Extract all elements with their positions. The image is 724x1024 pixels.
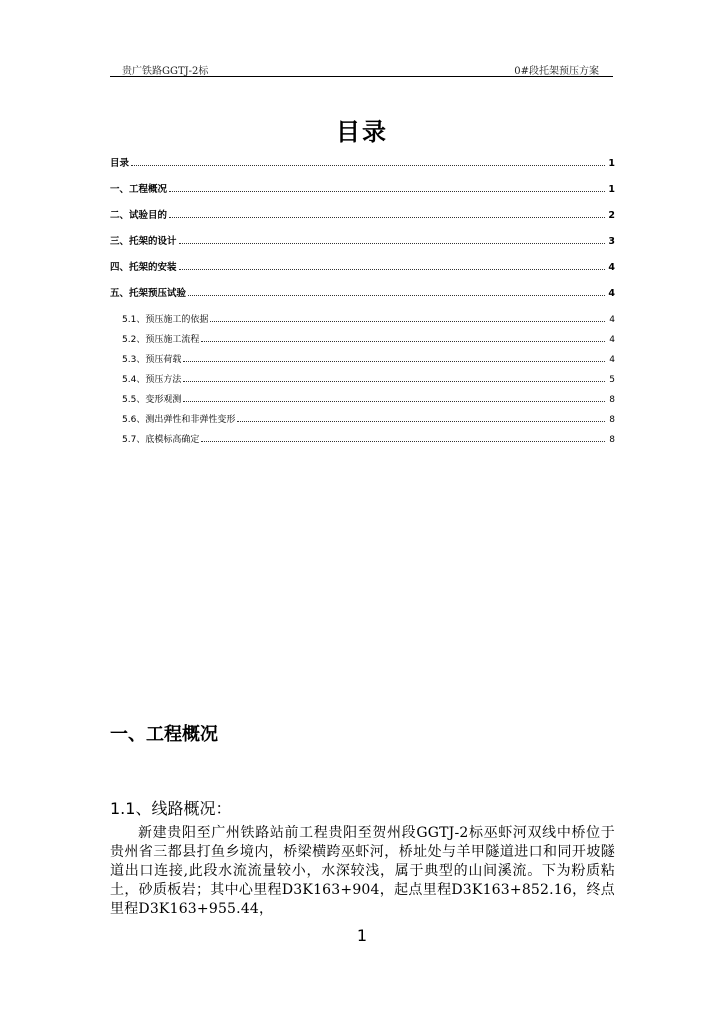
toc-entry-page: 8 [609, 415, 615, 425]
toc-entry-label: 五、托架预压试验 [110, 288, 187, 299]
page-header [110, 60, 613, 77]
toc-leader-dots [179, 234, 605, 244]
toc-sub-entry[interactable] [110, 412, 615, 432]
toc-entry-label: 5.5、变形观测 [122, 395, 182, 405]
toc-entry-page: 2 [608, 210, 615, 221]
toc-main-entry[interactable] [110, 260, 615, 286]
toc-entry-label: 5.1、预压施工的依据 [122, 315, 209, 325]
toc-leader-dots [201, 332, 605, 342]
toc-sub-entry[interactable] [110, 312, 615, 332]
toc-entry-label: 5.4、预压方法 [122, 375, 182, 385]
toc-main-entry[interactable] [110, 208, 615, 234]
toc-leader-dots [210, 312, 605, 322]
header-right-text: 0#段托架预压方案 [514, 66, 599, 77]
body-paragraph: 新建贵阳至广州铁路站前工程贵阳至贺州段GGTJ-2标巫虾河双线中桥位于贵州省三都县打鱼乡境内，桥梁横跨巫虾河，桥址处与羊甲隧道进口和同开坡隧道出口连接,此段水流流量较小，水深较浅，属于典型的山间溪流。下为粉质粘土，砂质板岩；其中心里程D3K163+904，起点里程D3K163+852.16，终点里程D3K163+955.44， [110, 825, 615, 917]
toc-leader-dots [188, 286, 605, 296]
toc-leader-dots [169, 182, 605, 192]
toc-entry-page: 1 [608, 158, 615, 169]
toc-entry-page: 4 [609, 335, 615, 345]
toc-entry-label: 三、托架的设计 [110, 236, 177, 247]
toc-entry-page: 8 [609, 435, 615, 445]
toc-leader-dots [179, 260, 605, 270]
toc-sub-entry[interactable] [110, 392, 615, 412]
toc-sub-entry[interactable] [110, 352, 615, 372]
toc-leader-dots [201, 432, 605, 442]
toc-entry-page: 8 [609, 395, 615, 405]
toc-entry-page: 4 [609, 315, 615, 325]
toc-entry-label: 四、托架的安装 [110, 262, 177, 273]
toc-title: 目录 [336, 118, 388, 146]
toc-leader-dots [183, 372, 605, 382]
toc-sub-entry[interactable] [110, 332, 615, 352]
toc-main-entry[interactable] [110, 182, 615, 208]
toc-entry-page: 3 [608, 236, 615, 247]
toc-sub-entries [110, 312, 615, 452]
toc-entry-page: 4 [608, 262, 615, 273]
toc-main-entry[interactable] [110, 156, 615, 182]
toc-leader-dots [183, 392, 605, 402]
toc-leader-dots [183, 352, 605, 362]
toc-sub-entry[interactable] [110, 432, 615, 452]
header-left-text: 贵广铁路GGTJ-2标 [122, 66, 209, 77]
section-heading: 一、工程概况 [110, 724, 218, 745]
toc-entry-label: 一、工程概况 [110, 184, 168, 195]
toc-entry-page: 5 [609, 375, 615, 385]
toc-leader-dots [169, 208, 605, 218]
toc-main-entry[interactable] [110, 234, 615, 260]
subsection-heading: 1.1、线路概况： [110, 799, 232, 818]
toc-main-entries [110, 156, 615, 312]
toc-entry-label: 5.6、测出弹性和非弹性变形 [122, 415, 236, 425]
toc-entry-label: 5.3、预压荷载 [122, 355, 182, 365]
toc-entry-label: 目录 [110, 158, 130, 169]
table-of-contents [110, 156, 615, 452]
toc-entry-page: 4 [609, 355, 615, 365]
toc-leader-dots [131, 156, 605, 166]
toc-entry-label: 5.7、底模标高确定 [122, 435, 200, 445]
toc-sub-entry[interactable] [110, 372, 615, 392]
toc-entry-label: 二、试验目的 [110, 210, 168, 221]
toc-entry-label: 5.2、预压施工流程 [122, 335, 200, 345]
toc-main-entry[interactable] [110, 286, 615, 312]
toc-entry-page: 4 [608, 288, 615, 299]
toc-leader-dots [237, 412, 605, 422]
toc-entry-page: 1 [608, 184, 615, 195]
page-number: 1 [356, 926, 368, 945]
